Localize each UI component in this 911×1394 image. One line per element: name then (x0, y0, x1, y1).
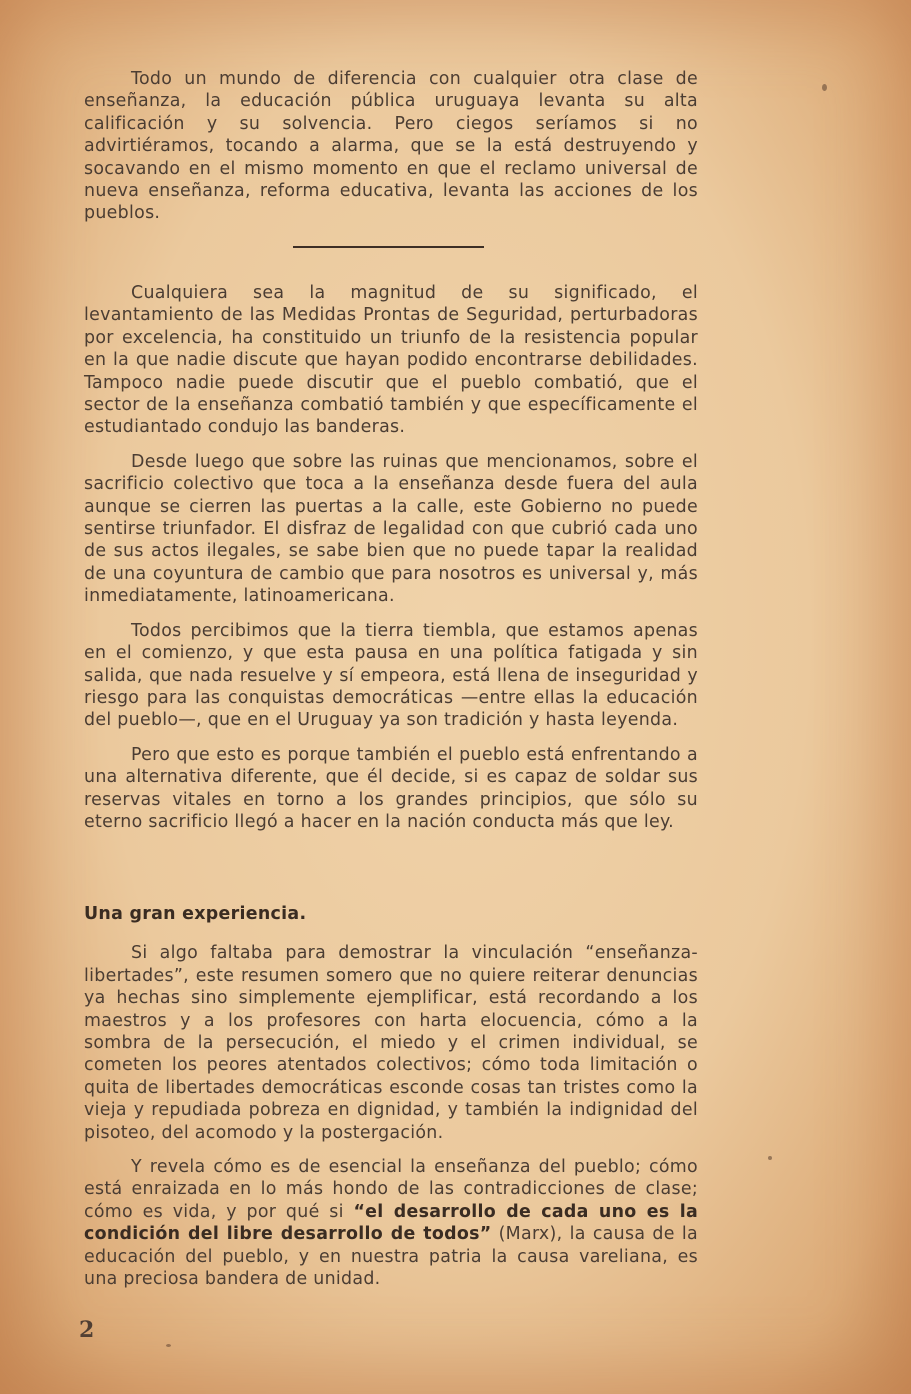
section-divider (293, 246, 484, 248)
section-experience (84, 903, 698, 1291)
paragraph: Pero que esto es porque también el pueblo está enfrentando a una alternativa diferente, que él decide, si es capaz de soldar sus reservas vitales en torno a los grandes principios, que sólo su eterno sacrificio llegó a hacer en la nación conducta más que ley. (84, 744, 698, 832)
marx-quote: “el desarrollo de cada uno es la condición del libre desarrollo de todos” (84, 1201, 698, 1245)
paragraph: Todos percibimos que la tierra tiembla, que estamos apenas en el comienzo, y que esta pausa en una política fatigada y sin salida, que nada resuelve y sí empeora, está llena de inseguridad y riesgo para las conquistas democráticas —entre ellas la educación del pueblo—, que en el Uruguay ya son tradición y hasta leyenda. (84, 620, 698, 731)
paper-speck (822, 84, 827, 91)
page-number: 2 (79, 1317, 95, 1343)
paragraph: Desde luego que sobre las ruinas que mencionamos, sobre el sacrificio colectivo que toca a la enseñanza desde fuera del aula aunque se cierren las puertas a la calle, este Gobierno no puede sentirse triunfador. El disfraz de legalidad con que cubrió cada uno de sus actos ilegales, se sabe bien que no puede tapar la realidad de una coyuntura de cambio que para nosotros es universal y, más inmediatamente, latinoamericana. (84, 451, 698, 607)
section-heading: Una gran experiencia. (84, 904, 307, 924)
paper-speck (166, 1344, 171, 1347)
section-intro (84, 68, 698, 225)
paragraph: Si algo faltaba para demostrar la vinculación “enseñanza-libertades”, este resumen somero que no quiere reiterar denuncias ya hechas sino simplemente ejemplificar, está recordando a los maestros y a los profesores con harta elocuencia, cómo a la sombra de la persecución, el miedo y el crimen individual, se cometen los peores atentados colectivos; cómo toda limitación o quita de libertades democráticas esconde cosas tan tristes como la vieja y repudiada pobreza en dignidad, y también la indignidad del pisoteo, del acomodo y la postergación. (84, 943, 698, 1143)
paragraph (84, 1156, 698, 1290)
paper-speck (768, 1156, 772, 1160)
paragraph-text: Y revela cómo es de esencial la enseñanza del pueblo; cómo está enraizada en lo más hondo de las contradicciones de clase; cómo es vida, y por qué si (84, 1157, 698, 1222)
paragraph: Cualquiera sea la magnitud de su significado, el levantamiento de las Medidas Prontas de Seguridad, perturbadoras por excelencia, ha constituido un triunfo de la resistencia popular en la que nadie discute que hayan podido encontrarse debilidades. Tampoco nadie puede discutir que el pueblo combatió, que el sector de la enseñanza combatió también y que específicamente el estudiantado condujo las banderas. (84, 283, 698, 438)
paragraph-text: (Marx), la causa de la educación del pueblo, y en nuestra patria la causa vareliana, es una preciosa bandera de unidad. (84, 1224, 699, 1290)
section-body (84, 282, 698, 833)
paragraph: Todo un mundo de diferencia con cualquier otra clase de enseñanza, la educación pública uruguaya levanta su alta calificación y su solvencia. Pero ciegos seríamos si no advirtiéramos, tocando a alarma, que se la está destruyendo y socavando en el mismo momento en que el reclamo universal de nueva enseñanza, reforma educativa, levanta las acciones de los pueblos. (84, 69, 698, 224)
